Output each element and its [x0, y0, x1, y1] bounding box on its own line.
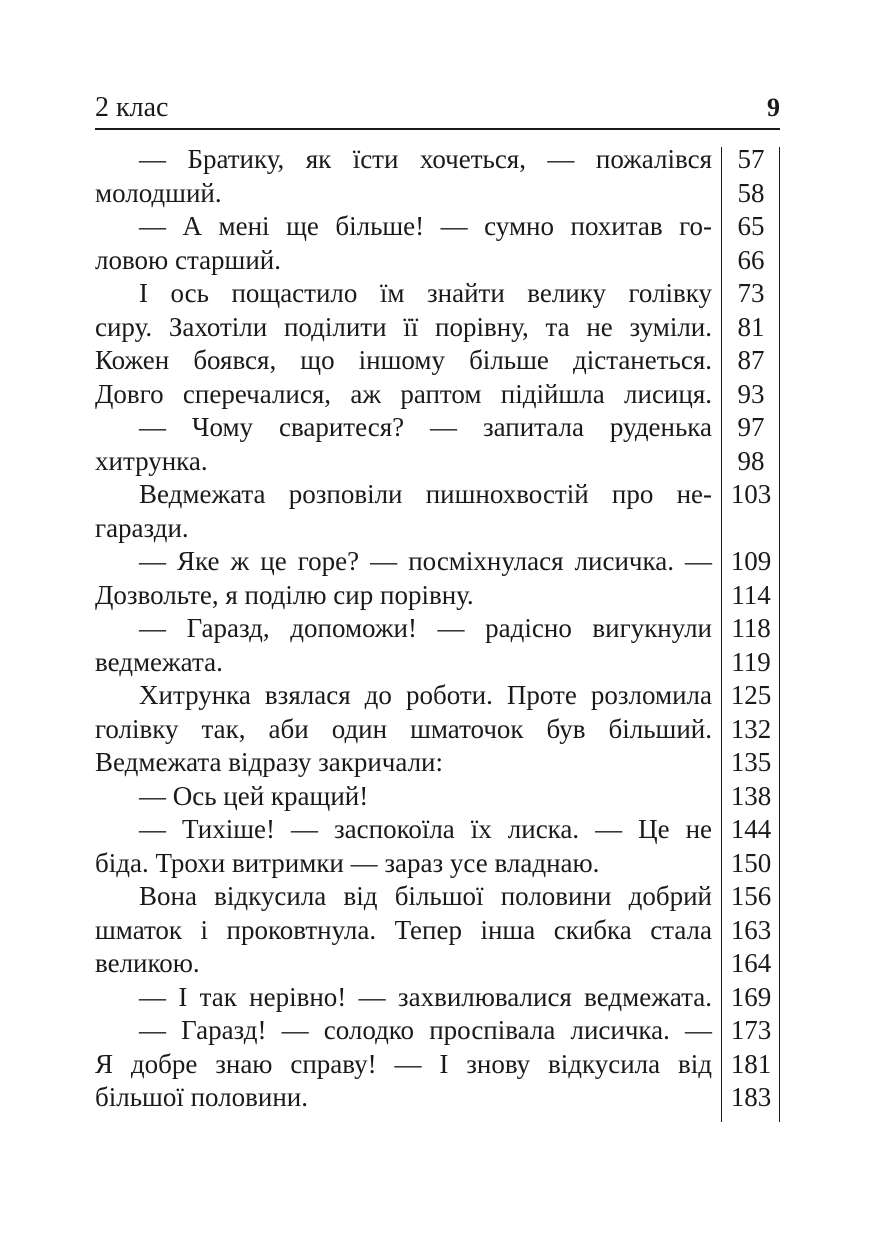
word-count: 118 [731, 613, 771, 643]
text-line: гаразди. [95, 512, 189, 543]
word-count: 125 [730, 680, 772, 710]
word-count: 119 [731, 646, 771, 677]
word-count-column [723, 143, 779, 1115]
story-text [95, 143, 712, 1115]
text-line: — Яке ж це горе? — посміхнулася лисичка. — [139, 546, 712, 576]
page-header [95, 90, 780, 126]
word-count: 98 [737, 445, 765, 476]
text-line: Дозвольте, я поділю сир порівну. [95, 579, 474, 610]
text-line: — Ось цей кращий! [139, 780, 369, 811]
text-line: Кожен боявся, що іншому більше дістанеться. [95, 345, 712, 375]
word-count-rule-right [779, 147, 780, 1122]
word-count: 156 [730, 881, 772, 911]
text-line: Ведмежата відразу закричали: [95, 747, 444, 777]
class-title: 2 клас [95, 92, 169, 123]
word-count: 173 [730, 1015, 772, 1045]
word-count: 138 [730, 780, 772, 811]
text-line: — Тихіше! — заспокоїла їх лиска. — Це не [139, 814, 712, 844]
word-count: 65 [737, 211, 765, 241]
text-line: — І так нерівно! — захвилювалися ведмежата. [139, 981, 712, 1012]
text-line: Я добре знаю справу! — І знову відкусила від [95, 1048, 712, 1079]
header-rule [95, 128, 780, 130]
word-count: 164 [730, 948, 772, 978]
word-count: 135 [730, 747, 772, 777]
word-count: 181 [730, 1048, 772, 1079]
word-count-rule-left [721, 147, 722, 1122]
text-line: Вона відкусила від більшої половини добрий [139, 881, 712, 911]
text-line: І ось пощастило їм знайти велику голівку [139, 278, 712, 308]
word-count: 150 [730, 847, 772, 878]
word-count: 132 [730, 713, 772, 744]
word-count: 93 [737, 378, 765, 409]
word-count: 103 [730, 479, 772, 509]
text-line: — А мені ще більше! — сумно похитав го- [139, 211, 712, 241]
word-count: 169 [730, 981, 772, 1012]
word-count: 73 [737, 278, 765, 308]
text-line: — Братику, як їсти хочеться, — пожалівся [139, 144, 712, 174]
text-line: сиру. Захотіли поділити її порівну, та не зуміли. [95, 311, 712, 342]
text-line: — Чому сваритеся? — запитала руденька [139, 412, 712, 442]
word-count: 183 [730, 1082, 772, 1112]
text-line: ведмежата. [95, 646, 223, 677]
text-line: Хитрунка взялася до роботи. Проте розломила [139, 680, 712, 710]
word-count: 144 [730, 814, 772, 844]
word-count: 81 [737, 311, 765, 342]
text-line: Довго сперечалися, аж раптом підійшла лисиця. [95, 378, 712, 409]
page-number: 9 [767, 93, 780, 122]
word-count: 66 [737, 244, 765, 275]
word-count: 114 [731, 579, 771, 610]
text-line: молодший. [95, 177, 222, 208]
word-count [723, 512, 779, 546]
text-line: біда. Трохи витримки — зараз усе владнаю. [95, 847, 600, 878]
text-line: Ведмежата розповіли пишнохвостій про не- [139, 479, 712, 509]
word-count: 58 [737, 177, 765, 208]
text-line: великою. [95, 948, 200, 978]
word-count: 57 [737, 144, 765, 174]
text-line: — Гаразд! — солодко проспівала лисичка. — [139, 1015, 712, 1045]
word-count: 109 [730, 546, 772, 576]
text-line: ловою старший. [95, 244, 281, 275]
text-line: хитрунка. [95, 445, 208, 476]
text-line: більшої половини. [95, 1082, 308, 1112]
word-count: 97 [737, 412, 765, 442]
word-count: 87 [737, 345, 765, 375]
word-count: 163 [730, 914, 772, 945]
text-line: — Гаразд, допоможи! — радісно вигукнули [139, 613, 712, 643]
text-line: шматок і проковтнула. Тепер інша скибка стала [95, 914, 712, 945]
text-line: голівку так, аби один шматочок був більший. [95, 713, 712, 744]
